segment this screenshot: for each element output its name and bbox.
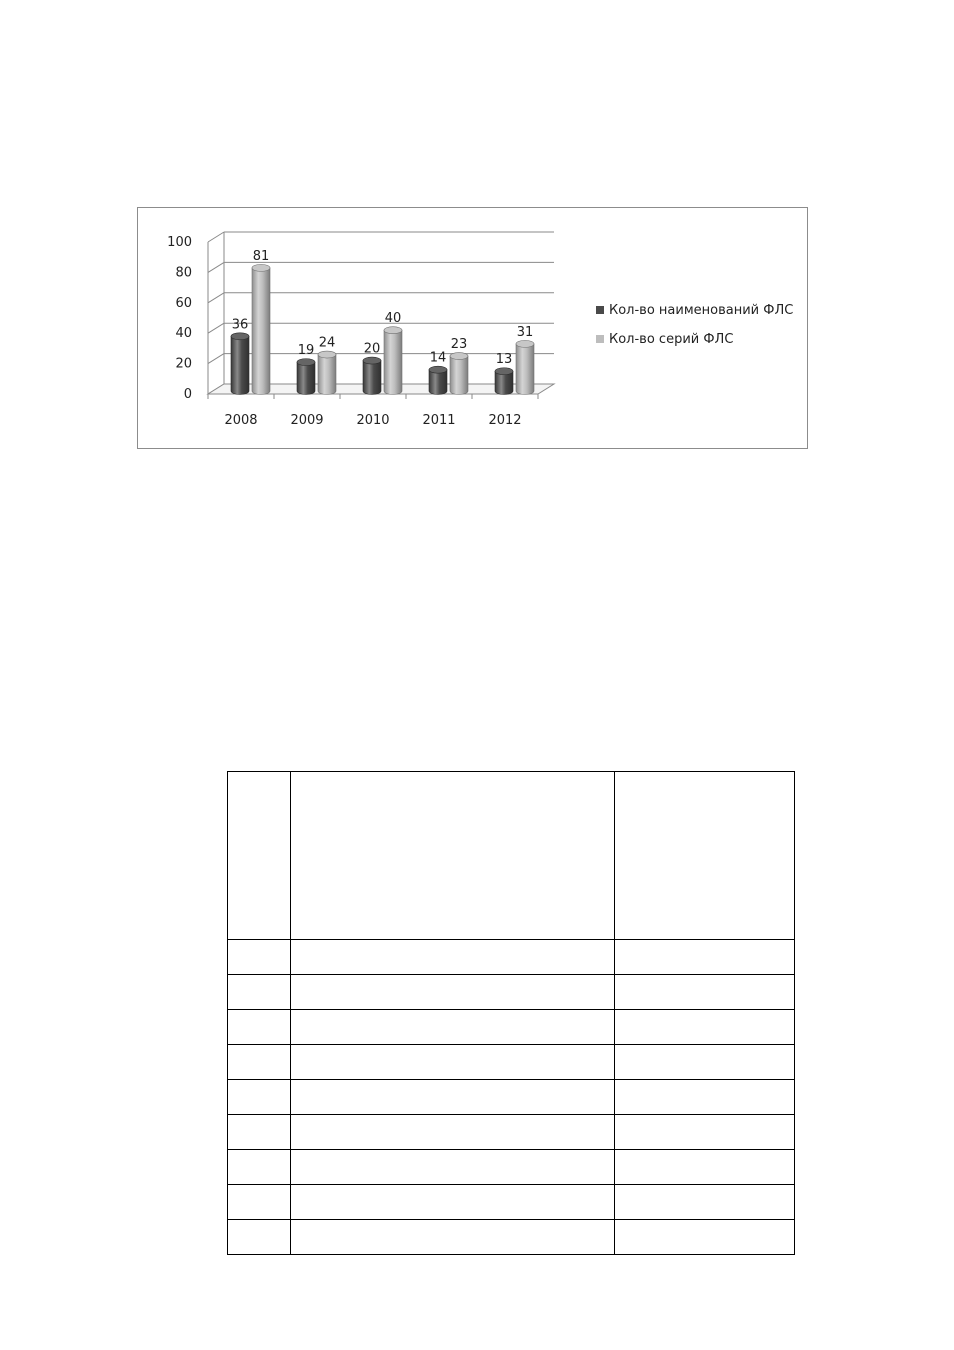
bar-body	[384, 330, 402, 394]
bar-body	[231, 336, 249, 394]
bar-2011-s1	[429, 366, 447, 394]
table-cell	[615, 940, 795, 975]
y-tick-label: 60	[175, 295, 192, 311]
table-cell	[291, 1010, 615, 1045]
table-row	[228, 1185, 795, 1220]
bar-body	[516, 344, 534, 395]
data-label: 81	[252, 248, 270, 264]
bar-cap	[297, 359, 315, 366]
table-cell	[228, 1080, 291, 1115]
bar-cap	[363, 357, 381, 364]
data-label: 40	[384, 311, 402, 327]
x-tick-label: 2011	[422, 413, 456, 428]
bar-body	[252, 268, 270, 395]
table-cell	[228, 1045, 291, 1080]
legend-label: Кол-во наименований ФЛС	[609, 303, 794, 318]
gridline-side	[208, 323, 224, 333]
bar-cap	[495, 368, 513, 375]
table-row	[228, 1010, 795, 1045]
table-cell	[291, 1150, 615, 1185]
x-tick-label: 2008	[224, 413, 258, 428]
gridline-side	[208, 354, 224, 364]
bar-2010-s2	[384, 327, 402, 395]
table-row	[228, 1045, 795, 1080]
table-cell	[615, 1010, 795, 1045]
bar-body	[297, 362, 315, 394]
table-row	[228, 1150, 795, 1185]
table-row	[228, 1115, 795, 1150]
gridline-side	[208, 262, 224, 272]
table-row	[228, 1220, 795, 1255]
bar-cap	[450, 353, 468, 360]
x-tick-label: 2012	[488, 413, 522, 428]
table-cell	[291, 1115, 615, 1150]
y-tick-label: 20	[175, 356, 192, 372]
table-cell	[228, 772, 291, 940]
x-tick-label: 2009	[290, 413, 324, 428]
table-cell	[291, 1080, 615, 1115]
bar-cap	[516, 340, 534, 347]
bar-cap	[252, 264, 270, 271]
bar-2008-s1	[231, 333, 249, 395]
y-tick-label: 100	[167, 235, 192, 250]
table-cell	[615, 1150, 795, 1185]
data-label: 20	[363, 341, 381, 357]
bar-2011-s2	[450, 353, 468, 395]
table-cell	[615, 1220, 795, 1255]
table-cell	[228, 1220, 291, 1255]
table-row	[228, 1080, 795, 1115]
data-label: 31	[516, 324, 534, 340]
gridline-side	[208, 232, 224, 242]
data-label: 19	[297, 343, 315, 359]
legend-swatch	[596, 306, 604, 314]
table-cell	[615, 1115, 795, 1150]
data-label: 23	[450, 337, 468, 353]
table-cell	[291, 940, 615, 975]
table-cell	[291, 1045, 615, 1080]
table-cell	[291, 975, 615, 1010]
bar-cap	[429, 366, 447, 373]
data-label: 24	[318, 335, 336, 351]
table-cell	[291, 772, 615, 940]
bar-2009-s1	[297, 359, 315, 395]
bar-body	[318, 355, 336, 395]
table-cell	[615, 1185, 795, 1220]
table-cell	[228, 975, 291, 1010]
table-cell	[228, 1010, 291, 1045]
table-cell	[291, 1220, 615, 1255]
table-cell	[228, 1185, 291, 1220]
table-row	[228, 940, 795, 975]
legend-label: Кол-во серий ФЛС	[609, 332, 734, 347]
bar-2009-s2	[318, 351, 336, 394]
table-row	[228, 975, 795, 1010]
bar-2012-s2	[516, 340, 534, 394]
y-tick-label: 40	[175, 326, 192, 342]
bar-body	[363, 361, 381, 395]
bar-2008-s2	[252, 264, 270, 394]
table-cell	[615, 1045, 795, 1080]
bar-chart	[138, 208, 809, 450]
bar-cap	[318, 351, 336, 358]
bar-2012-s1	[495, 368, 513, 395]
data-label: 14	[429, 350, 447, 366]
legend-swatch	[596, 335, 604, 343]
table-cell	[228, 940, 291, 975]
empty-table	[227, 771, 795, 1255]
table-cell	[615, 1080, 795, 1115]
bar-cap	[384, 327, 402, 334]
data-label: 13	[495, 352, 513, 368]
y-tick-label: 80	[175, 265, 192, 281]
data-label: 36	[231, 317, 249, 333]
bar-cap	[231, 333, 249, 340]
table-cell	[228, 1150, 291, 1185]
gridline-side	[208, 293, 224, 303]
table-row	[228, 772, 795, 940]
table-cell	[615, 772, 795, 940]
table-cell	[228, 1115, 291, 1150]
y-tick-label: 0	[183, 387, 192, 402]
table-cell	[615, 975, 795, 1010]
chart-container	[137, 207, 808, 449]
bar-2010-s1	[363, 357, 381, 394]
table-cell	[291, 1185, 615, 1220]
x-tick-label: 2010	[356, 413, 390, 428]
bar-body	[450, 356, 468, 394]
